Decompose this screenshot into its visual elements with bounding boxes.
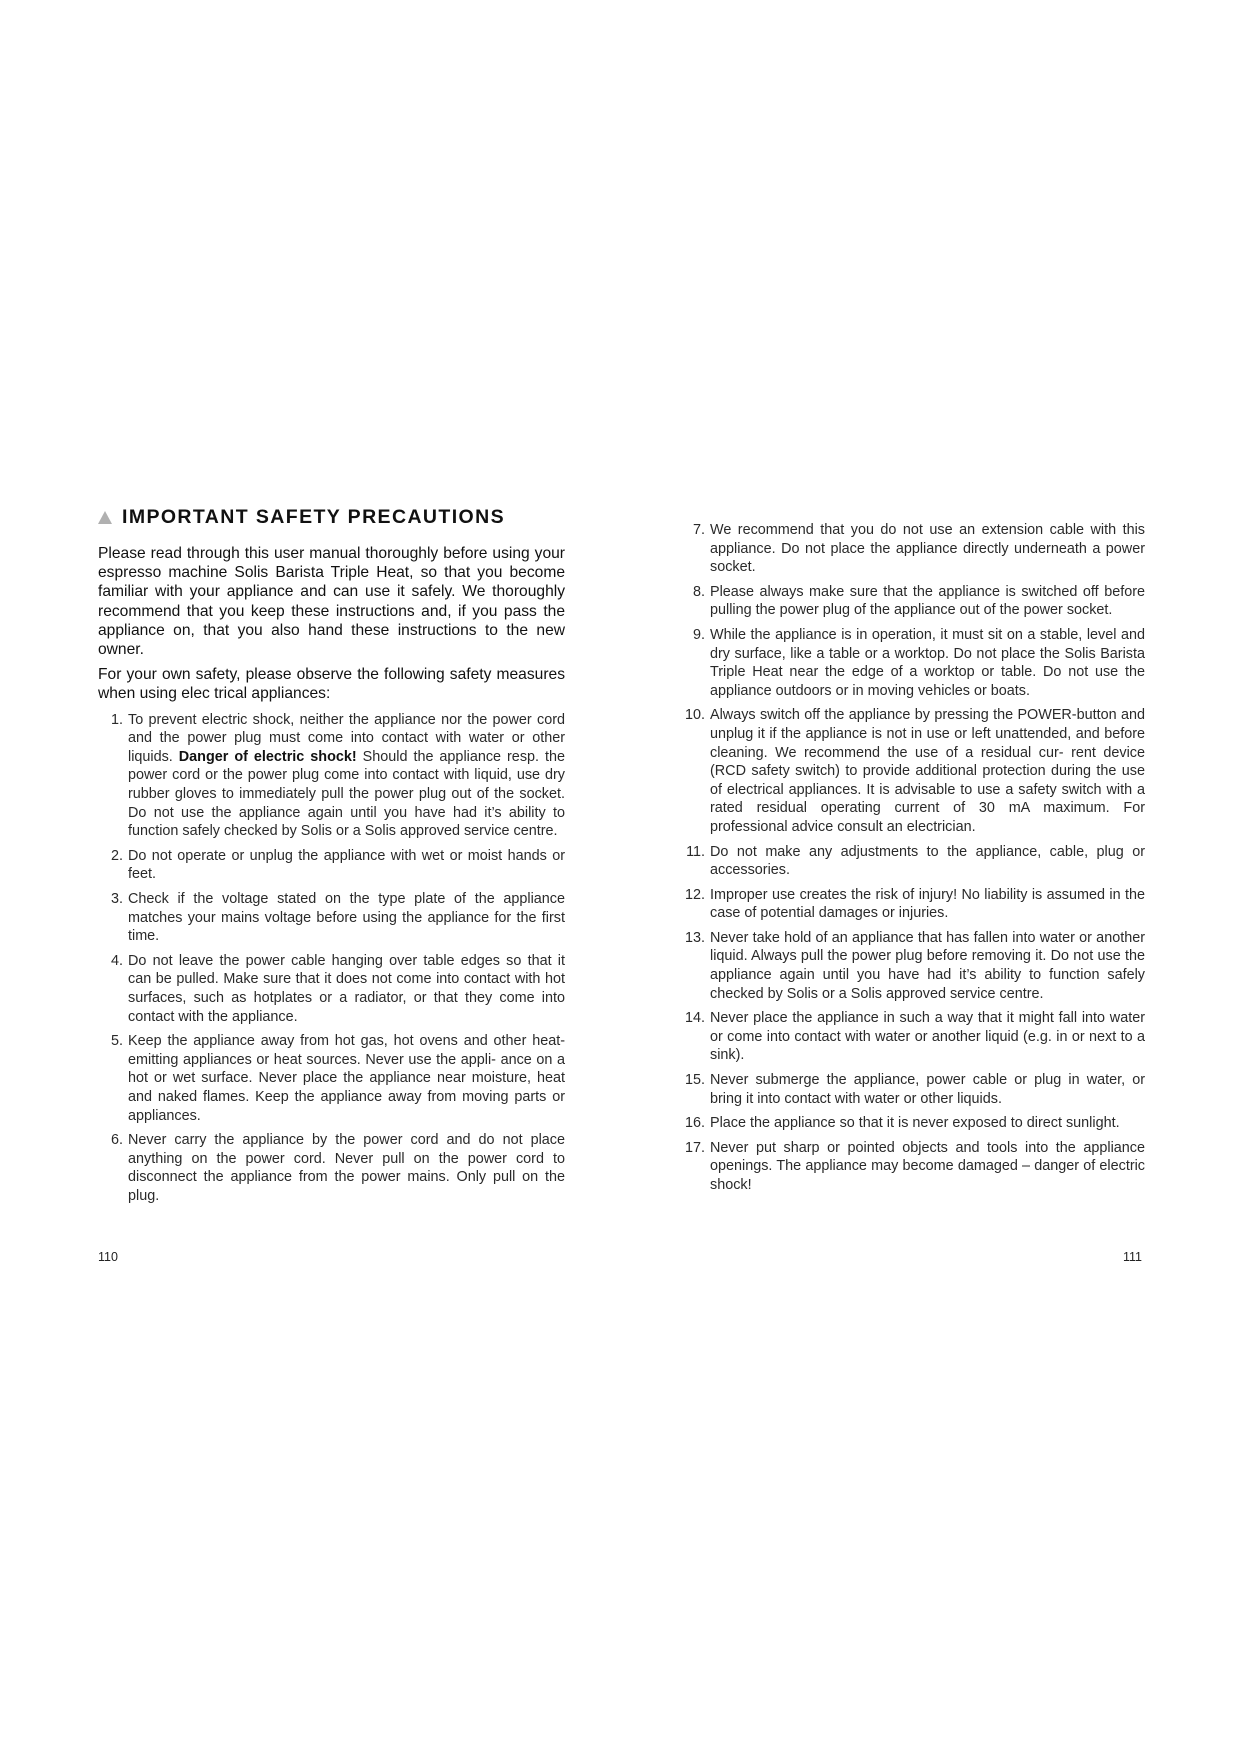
danger-warning: Danger of electric shock! bbox=[178, 748, 357, 765]
item-text: Place the appliance so that it is never exposed to direct sunlight. bbox=[710, 1115, 1120, 1132]
item-text: Check if the voltage stated on the type plate of the appliance matches your mains voltage before using the appliance for the first time. bbox=[128, 890, 565, 945]
item-number: 8. bbox=[692, 583, 705, 600]
item-text: Never place the appliance in such a way that it might fall into water or come into contact with water or another liquid (e.g. in or next to a sink). bbox=[710, 1010, 1145, 1064]
page-number-left: 110 bbox=[98, 1250, 118, 1264]
item-number: 13. bbox=[684, 929, 705, 946]
item-text: Do not operate or unplug the appliance with wet or moist hands or feet. bbox=[128, 847, 565, 883]
item-text: Always switch off the appliance by pressing the POWER-button and unplug it if the appliance is not in use or left unattended, and before cleaning. We recommend the use of a residual cur- rent device (RCD safety switch) to provide additional protection during the use of electrical appliances. It is advisable to use a safety switch with a rated residual operating current of 30 mA maximum. For professional advice consult an electrician. bbox=[710, 707, 1145, 835]
item-number: 2. bbox=[110, 847, 123, 864]
item-number: 3. bbox=[110, 890, 123, 907]
safety-list-left bbox=[98, 711, 565, 1206]
warning-triangle-icon bbox=[98, 511, 112, 524]
list-item bbox=[675, 521, 1145, 577]
list-item bbox=[675, 886, 1145, 923]
item-text: Never take hold of an appliance that has fallen into water or another liquid. Always pull the power plug before removing it. Do not use the appliance again until you have had it’s ability to function safely checked by Solis or a Solis approved service centre. bbox=[710, 929, 1145, 1002]
list-item bbox=[675, 626, 1145, 700]
item-number: 4. bbox=[110, 952, 123, 969]
list-item bbox=[675, 1139, 1145, 1195]
item-text: Improper use creates the risk of injury! No liability is assumed in the case of potential damages or injuries. bbox=[710, 886, 1145, 922]
item-number: 1. bbox=[110, 711, 123, 728]
item-number: 6. bbox=[110, 1132, 123, 1149]
section-heading-text: IMPORTANT SAFETY PRECAUTIONS bbox=[122, 506, 505, 528]
list-item bbox=[675, 843, 1145, 880]
list-item bbox=[675, 583, 1145, 620]
item-number: 7. bbox=[692, 522, 705, 538]
item-text: Do not leave the power cable hanging over table edges so that it can be pulled. Make sure that it does not come into contact with hot surfaces, such as hotplates or a radiator, or that they come into contact with the appliance. bbox=[128, 952, 565, 1025]
item-text: While the appliance is in operation, it must sit on a stable, level and dry surface, like a table or a worktop. Do not place the Solis Barista Triple Heat near the edge of a worktop or table. Do not use the appliance outdoors or in moving vehicles or boats. bbox=[710, 626, 1145, 699]
section-heading bbox=[98, 506, 565, 529]
item-number: 10. bbox=[684, 707, 705, 724]
list-item bbox=[98, 711, 565, 841]
item-text: Keep the appliance away from hot gas, hot ovens and other heat-emitting appliances or heat sources. Never use the appli- ance on a hot or wet surface. Never place the appliance near moisture, heat and naked flames. Keep the appliance away from moving parts or appliances. bbox=[128, 1033, 565, 1124]
item-text: Never submerge the appliance, power cable or plug in water, or bring it into contact with water or other liquids. bbox=[710, 1072, 1145, 1107]
intro-safety-measures: For your own safety, please observe the following safety measures when using elec trical appliances: bbox=[98, 666, 565, 703]
item-text: Do not make any adjustments to the appliance, cable, plug or accessories. bbox=[710, 843, 1145, 879]
item-number: 16. bbox=[684, 1115, 705, 1132]
right-page bbox=[675, 521, 1145, 1201]
list-item bbox=[675, 929, 1145, 1003]
list-item bbox=[675, 1009, 1145, 1065]
item-number: 11. bbox=[686, 843, 705, 860]
page-number-right: 111 bbox=[1123, 1250, 1143, 1264]
list-item bbox=[675, 1114, 1145, 1133]
item-number: 14. bbox=[684, 1010, 705, 1027]
list-item bbox=[98, 952, 565, 1026]
intro-paragraph: Please read through this user manual thoroughly before using your espresso machine Solis Barista Triple Heat, so that you become familiar with your appliance and can use it safely. We thoroughly recommend that you keep these instructions and, if you pass the appliance on, that you also hand these instructions to the new owner. bbox=[98, 545, 565, 659]
list-item bbox=[675, 706, 1145, 836]
list-item bbox=[98, 890, 565, 946]
item-number: 5. bbox=[110, 1033, 123, 1050]
list-item bbox=[98, 1131, 565, 1205]
item-text: To prevent electric shock, neither the appliance nor the power cord and the power plug must come into contact with water or other liquids. Danger of electric shock! Should the appliance resp. the power cord or the power plug come into contact with liquid, use dry rubber gloves to immediately pull the power plug out of the socket. Do not use the appliance again until you have had it’s ability to function safely checked by Solis or a Solis approved service centre. bbox=[128, 711, 565, 840]
left-page bbox=[98, 506, 565, 1211]
list-item bbox=[98, 1032, 565, 1125]
list-item bbox=[675, 1071, 1145, 1108]
item-text: We recommend that you do not use an extension cable with this appliance. Do not place the appliance directly underneath a power socket. bbox=[710, 522, 1145, 576]
item-number: 17. bbox=[684, 1139, 705, 1156]
safety-list-right bbox=[675, 521, 1145, 1195]
item-text: Please always make sure that the appliance is switched off before pulling the power plug of the appliance out of the power socket. bbox=[710, 583, 1145, 619]
item-number: 15. bbox=[684, 1072, 705, 1089]
item-number: 9. bbox=[692, 626, 705, 643]
item-text: Never put sharp or pointed objects and tools into the appliance openings. The appliance may become damaged – danger of electric shock! bbox=[710, 1139, 1145, 1193]
item-number: 12. bbox=[684, 886, 705, 903]
list-item bbox=[98, 847, 565, 884]
item-text: Never carry the appliance by the power cord and do not place anything on the power cord. Never pull on the power cord to disconnect the appliance from the power mains. Only pull on the plug. bbox=[128, 1132, 565, 1204]
